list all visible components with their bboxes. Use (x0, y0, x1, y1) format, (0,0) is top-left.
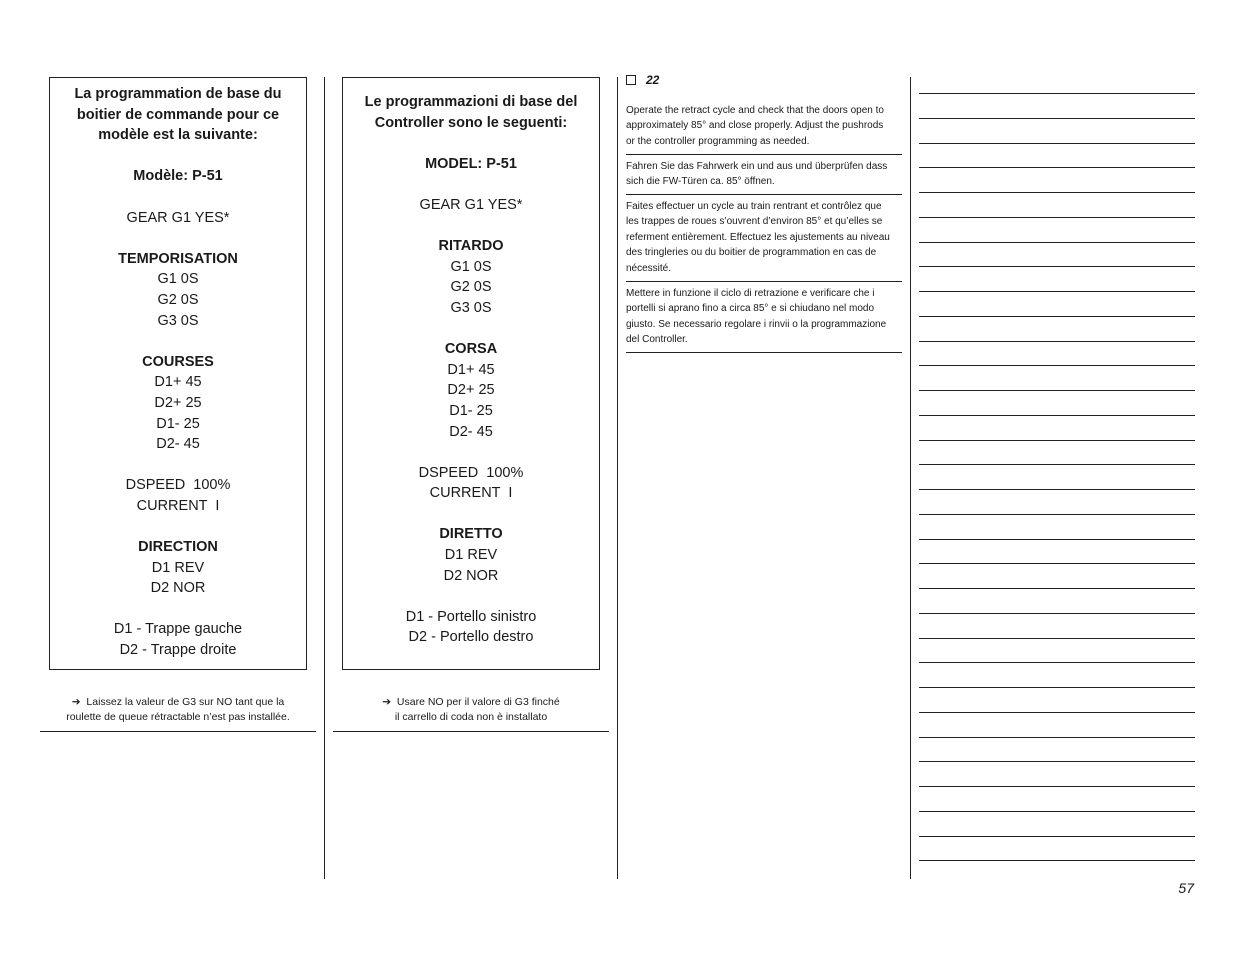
ruled-line (919, 613, 1195, 614)
delay-value: G3 0S (157, 312, 199, 329)
ruled-line (919, 737, 1195, 738)
travel-value: D1+ 45 (154, 374, 202, 391)
ruled-line (919, 365, 1195, 366)
step-paragraph-german (626, 159, 902, 190)
paragraph-line: giusto. Se necessario regolare i rinvii o la programmazione (626, 318, 887, 330)
ruled-line (919, 514, 1195, 515)
travel-value: D1+ 45 (447, 361, 495, 378)
paragraph-line: referment entièrement. Effectuez les ajustements au niveau (626, 231, 890, 243)
box-title-line: Le programmazioni di base del (364, 94, 578, 110)
paragraph-line: Faites effectuer un cycle au train rentrant et contrôlez que (626, 201, 882, 212)
model-label: MODEL: P-51 (425, 155, 517, 172)
delay-value: G1 0S (157, 271, 199, 288)
ruled-line (919, 563, 1195, 564)
arrow-icon: ➔ (71, 696, 81, 708)
note-divider (333, 731, 609, 732)
paragraph-line: les trappes de roues s’ouvrent d’environ 85° et qu’elles se (626, 216, 883, 228)
box-title-line: modèle est la suivante: (98, 127, 258, 144)
direction-value: D2 NOR (150, 580, 206, 597)
column-divider (324, 77, 325, 879)
travel-heading: CORSA (444, 341, 498, 358)
ruled-line (919, 489, 1195, 490)
travel-value: D2- 45 (449, 423, 493, 440)
direction-value: D1 REV (444, 547, 498, 564)
ruled-line (919, 712, 1195, 713)
dspeed-setting: DSPEED 100% (418, 464, 524, 481)
ruled-line (919, 118, 1195, 119)
delay-value: G3 0S (450, 299, 492, 316)
delay-value: G2 0S (450, 279, 492, 296)
ruled-line (919, 291, 1195, 292)
ruled-line (919, 638, 1195, 639)
door-label: D2 - Trappe droite (119, 642, 237, 659)
step-paragraph-french (626, 199, 902, 276)
ruled-line (919, 266, 1195, 267)
arrow-icon: ➔ (382, 696, 392, 708)
ruled-line (919, 761, 1195, 762)
paragraph-line: nécessité. (626, 262, 672, 274)
ruled-line (919, 440, 1195, 441)
ruled-line (919, 811, 1195, 812)
note-divider (40, 731, 316, 732)
ruled-line (919, 662, 1195, 663)
paragraph-divider (626, 194, 902, 195)
french-programming-box (49, 77, 307, 670)
ruled-line (919, 415, 1195, 416)
note-line: roulette de queue rétractable n’est pas installée. (66, 711, 290, 723)
delay-value: G2 0S (157, 291, 199, 308)
note-line: il carrello di coda non è installato (394, 711, 548, 723)
ruled-line (919, 860, 1195, 861)
travel-value: D2+ 25 (154, 394, 202, 411)
ruled-line (919, 836, 1195, 837)
travel-heading: COURSES (142, 353, 214, 370)
gear-setting: GEAR G1 YES* (419, 196, 523, 213)
box-title-line: La programmation de base du (74, 86, 282, 102)
door-label: D2 - Portello destro (408, 629, 534, 646)
travel-value: D2- 45 (156, 436, 200, 453)
paragraph-divider (626, 154, 902, 155)
step-number: 22 (646, 73, 660, 87)
ruled-line (919, 316, 1195, 317)
box-title-line: boitier de commande pour ce (76, 106, 280, 123)
current-setting: CURRENT I (136, 497, 220, 514)
french-note (49, 695, 307, 725)
travel-value: D1- 25 (449, 402, 493, 419)
current-setting: CURRENT I (429, 485, 513, 502)
step-paragraph-english (626, 103, 902, 149)
paragraph-line: portelli si aprano fino a circa 85° e si chiudano nel modo (626, 303, 875, 315)
ruled-line (919, 786, 1195, 787)
direction-heading: DIRETTO (439, 526, 503, 543)
delay-heading: TEMPORISATION (118, 250, 238, 267)
direction-value: D1 REV (151, 559, 205, 576)
paragraph-line: approximately 85° and close properly. Adjust the pushrods (626, 120, 884, 132)
step-header (626, 73, 659, 87)
ruled-line (919, 143, 1195, 144)
ruled-line (919, 93, 1195, 94)
ruled-line (919, 192, 1195, 193)
checkbox-icon (626, 75, 636, 85)
paragraph-line: Fahren Sie das Fahrwerk ein und aus und überprüfen dass (626, 161, 888, 172)
gear-setting: GEAR G1 YES* (126, 209, 230, 226)
step-paragraph-italian (626, 286, 902, 348)
page-number: 57 (1178, 880, 1194, 896)
paragraph-line: Mettere in funzione il ciclo di retrazione e verificare che i (626, 288, 875, 299)
note-line: Laissez la valeur de G3 sur NO tant que la (86, 696, 285, 708)
paragraph-line: des tringleries ou du boitier de programmation en cas de (626, 247, 877, 259)
box-title-line: Controller sono le seguenti: (374, 114, 568, 131)
column-divider (910, 77, 911, 879)
travel-value: D1- 25 (156, 415, 200, 432)
ruled-line (919, 390, 1195, 391)
delay-heading: RITARDO (438, 238, 504, 255)
ruled-line (919, 539, 1195, 540)
italian-note (342, 695, 600, 725)
door-label: D1 - Portello sinistro (405, 608, 537, 625)
paragraph-line: del Controller. (626, 334, 688, 346)
paragraph-divider (626, 352, 902, 353)
note-line: Usare NO per il valore di G3 finché (396, 696, 560, 708)
travel-value: D2+ 25 (447, 382, 495, 399)
paragraph-divider (626, 281, 902, 282)
paragraph-line: Operate the retract cycle and check that the doors open to (626, 105, 884, 116)
delay-value: G1 0S (450, 258, 492, 275)
direction-value: D2 NOR (443, 567, 499, 584)
paragraph-line: sich die FW-Türen ca. 85° öffnen. (626, 176, 775, 188)
column-divider (617, 77, 618, 879)
ruled-line (919, 588, 1195, 589)
dspeed-setting: DSPEED 100% (125, 477, 231, 494)
ruled-line (919, 687, 1195, 688)
door-label: D1 - Trappe gauche (113, 621, 243, 638)
italian-programming-box (342, 77, 600, 670)
ruled-line (919, 341, 1195, 342)
model-label: Modèle: P-51 (133, 168, 223, 185)
paragraph-line: or the controller programming as needed. (626, 135, 810, 147)
ruled-line (919, 167, 1195, 168)
direction-heading: DIRECTION (138, 539, 218, 556)
ruled-line (919, 464, 1195, 465)
ruled-line (919, 242, 1195, 243)
ruled-line (919, 217, 1195, 218)
